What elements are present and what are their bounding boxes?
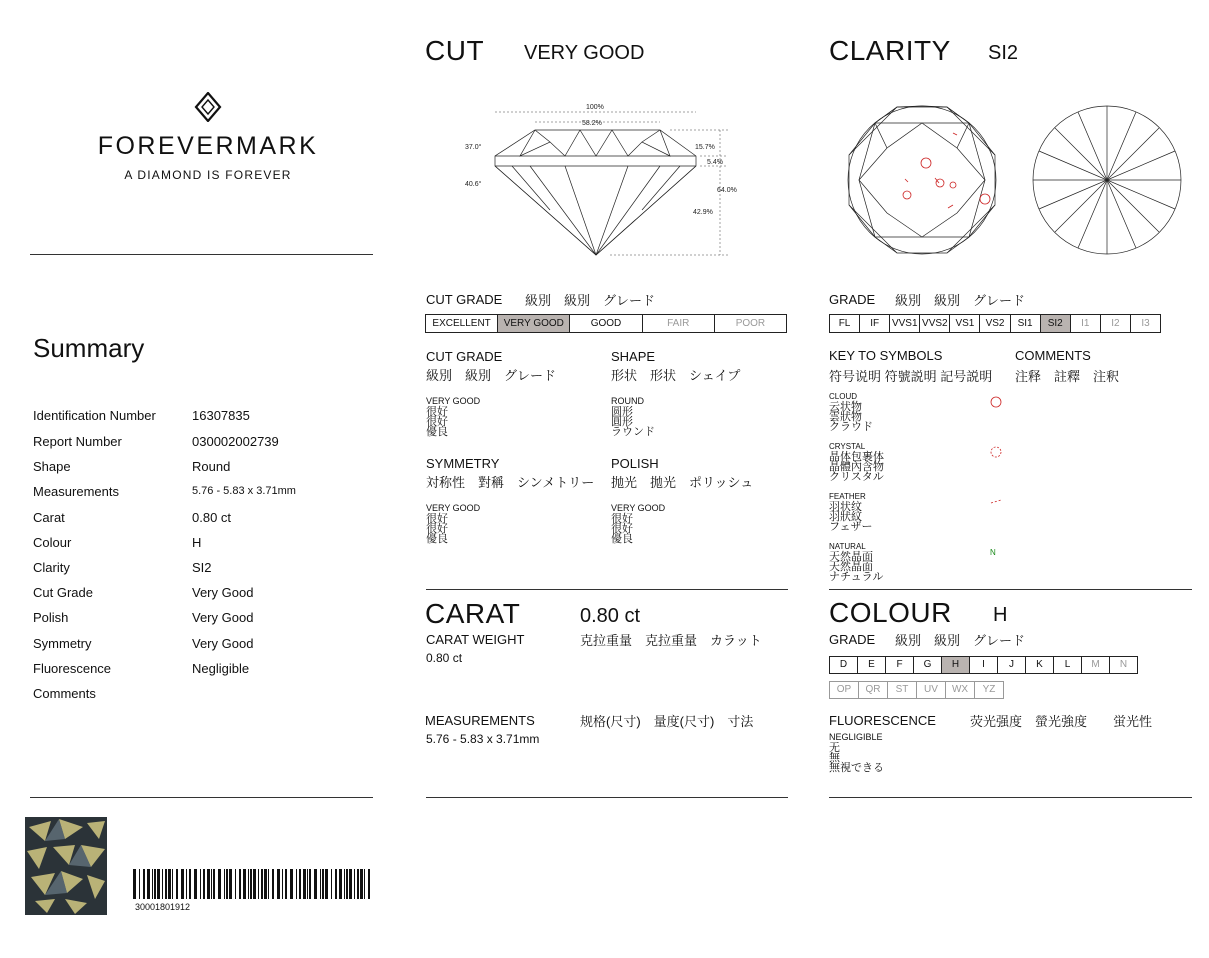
- barcode-bar: [239, 869, 241, 899]
- summary-value: 5.76 - 5.83 x 3.71mm: [192, 485, 296, 497]
- barcode-bar: [139, 869, 140, 899]
- diamond-photo-image: [25, 817, 107, 915]
- barcode-bar: [189, 869, 191, 899]
- detail-polish: [611, 456, 753, 544]
- cut-grade-scale: [425, 314, 787, 333]
- polish-line: 很好: [611, 523, 633, 535]
- colour-grade-cell: K: [1026, 657, 1054, 673]
- shape-line: 圆形: [611, 406, 633, 418]
- girdle-label: 5.4%: [707, 159, 723, 166]
- pavilion-angle-label: 40.6°: [465, 181, 482, 188]
- barcode-bar: [277, 869, 280, 899]
- colour-grade-cell: L: [1054, 657, 1082, 673]
- barcode-bar: [147, 869, 150, 899]
- polish-title: POLISH: [611, 456, 659, 471]
- shape-lines: [611, 407, 740, 437]
- symbol-name: CRYSTAL: [829, 442, 866, 451]
- summary-value: Very Good: [192, 636, 254, 651]
- barcode-bar: [200, 869, 201, 899]
- cut-grade-jp: 級別 級別 グレード: [426, 368, 557, 383]
- symbol-name: NATURAL: [829, 542, 866, 551]
- pct-100-label: 100%: [586, 104, 604, 111]
- summary-value: SI2: [192, 560, 212, 575]
- cut-grade-cell: EXCELLENT: [426, 315, 498, 332]
- barcode-bar: [143, 869, 145, 899]
- barcode-bar: [309, 869, 311, 899]
- divider: [426, 589, 788, 590]
- colour-scale-row1: [829, 656, 1138, 674]
- carat-value: 0.80 ct: [580, 605, 641, 627]
- natural-symbol-icon: [988, 545, 1008, 559]
- clarity-grade-cell: VS2: [980, 315, 1010, 332]
- barcode-bar: [186, 869, 187, 899]
- clarity-grade-cell: I2: [1101, 315, 1131, 332]
- cut-grade-jp: 級別 級別 グレード: [525, 293, 656, 308]
- barcode-bar: [368, 869, 370, 899]
- polish-lines: [611, 514, 753, 544]
- symbol-lines: [829, 552, 883, 582]
- colour-grade-cell: N: [1119, 659, 1128, 670]
- shape-value: ROUND: [611, 396, 644, 406]
- symbol-line: 天然晶面: [829, 551, 873, 563]
- clarity-title: CLARITY: [829, 35, 951, 66]
- cut-grade-line: 很好: [426, 416, 448, 428]
- crystal-symbol-icon: [988, 445, 1008, 459]
- symbol-lines: [829, 502, 872, 532]
- cut-grade-line: 很好: [426, 406, 448, 418]
- colour-title: COLOUR: [829, 597, 952, 628]
- clarity-grade-jp: 級別 級別 グレード: [895, 293, 1026, 308]
- proportions-diagram: [460, 100, 750, 260]
- summary-value: Negligible: [192, 661, 250, 676]
- crown-height-label: 15.7%: [695, 144, 715, 151]
- symbol-line: 羽状纹: [829, 501, 862, 513]
- symmetry-line: 很好: [426, 523, 448, 535]
- cut-grade-lines: [426, 407, 556, 437]
- shape-title: SHAPE: [611, 349, 656, 364]
- brand-name: FOREVERMARK: [97, 132, 319, 160]
- barcode-bar: [203, 869, 205, 899]
- clarity-plot-pavilion: [1030, 103, 1185, 258]
- divider: [30, 797, 373, 798]
- barcode-bar: [154, 869, 156, 899]
- cut-grade-title: CUT GRADE: [426, 349, 503, 364]
- brand-tagline: A DIAMOND IS FOREVER: [124, 168, 292, 182]
- clarity-grade-cell: VVS1: [890, 315, 920, 332]
- barcode-bar: [194, 869, 197, 899]
- carat-weight-jp: 克拉重量 克拉重量 カラット: [580, 633, 762, 648]
- symmetry-value: VERY GOOD: [426, 503, 481, 513]
- symbol-line: 天然晶面: [829, 561, 873, 573]
- barcode-bar: [331, 869, 332, 899]
- symbol-line: 雲狀物: [829, 411, 862, 423]
- fluorescence-value: NEGLIGIBLE: [829, 732, 883, 742]
- barcode-bar: [211, 869, 212, 899]
- summary-label: Measurements: [33, 484, 119, 499]
- clarity-grade-scale: [829, 314, 1161, 333]
- summary-label: Comments: [33, 686, 96, 701]
- cut-grade-line: 優良: [426, 426, 448, 438]
- summary-label: Polish: [33, 610, 69, 625]
- barcode-bar: [272, 869, 274, 899]
- symbol-name: CLOUD: [829, 392, 858, 401]
- fluorescence-line: 無視できる: [829, 762, 884, 774]
- symbol-line: クリスタル: [829, 471, 884, 483]
- barcode-bar: [133, 869, 136, 899]
- barcode-bar: [162, 869, 163, 899]
- fluorescence-lines: [829, 743, 884, 773]
- colour-grade-cell: J: [998, 657, 1026, 673]
- carat-weight-label: CARAT WEIGHT: [426, 632, 525, 647]
- cut-value: VERY GOOD: [524, 42, 645, 64]
- cut-grade-cell: VERY GOOD: [498, 315, 570, 332]
- fluorescence-label: FLUORESCENCE: [829, 713, 936, 728]
- barcode-bar: [168, 869, 171, 899]
- clarity-grade-cell: VS1: [950, 315, 980, 332]
- barcode-bar: [364, 869, 365, 899]
- barcode-bar: [354, 869, 355, 899]
- symbol-lines: [829, 402, 873, 432]
- measurements-label: MEASUREMENTS: [425, 713, 535, 728]
- barcode-bar: [243, 869, 246, 899]
- clarity-plot-crown: [845, 103, 1000, 258]
- barcode-bar: [218, 869, 221, 899]
- symbol-entry: [829, 542, 883, 582]
- colour-grade-cell: OP: [830, 682, 859, 698]
- symmetry-line: 很好: [426, 513, 448, 525]
- barcode-bar: [322, 869, 324, 899]
- svg-text:N: N: [990, 548, 996, 557]
- summary-value: 0.80 ct: [192, 510, 232, 525]
- barcode-bar: [320, 869, 321, 899]
- carat-weight-value: 0.80 ct: [426, 651, 463, 665]
- barcode-bar: [213, 869, 215, 899]
- symmetry-jp: 対称性 對稱 シンメトリー: [426, 475, 595, 490]
- divider: [829, 589, 1192, 590]
- crown-angle-label: 37.0°: [465, 144, 482, 151]
- barcode-bar: [152, 869, 153, 899]
- shape-line: 圓形: [611, 416, 633, 428]
- colour-grade-cell: WX: [946, 682, 975, 698]
- summary-value: Round: [192, 459, 231, 474]
- barcode-bar: [229, 869, 232, 899]
- colour-grade-cell: I: [970, 657, 998, 673]
- barcode-bar: [250, 869, 252, 899]
- summary-label: Carat: [33, 510, 65, 525]
- barcode-bar: [290, 869, 293, 899]
- clarity-grade-cell: VVS2: [920, 315, 950, 332]
- divider: [30, 254, 373, 255]
- symbol-line: 晶体包裹体: [829, 451, 884, 463]
- barcode-bar: [253, 869, 256, 899]
- summary-value: 030002002739: [192, 434, 279, 449]
- summary-value: 16307835: [192, 408, 250, 423]
- colour-scale-row2: [829, 681, 1004, 699]
- symbol-line: フェザー: [829, 521, 873, 533]
- key-to-symbols-title: KEY TO SYMBOLS: [829, 348, 943, 363]
- barcode-bar: [360, 869, 363, 899]
- clarity-grade-cell: IF: [860, 315, 890, 332]
- polish-jp: 抛光 拋光 ポリッシュ: [611, 475, 754, 490]
- barcode-bar: [339, 869, 342, 899]
- summary-label: Report Number: [33, 434, 122, 449]
- colour-grade-cell: E: [858, 657, 886, 673]
- colour-grade-jp: 級別 級別 グレード: [895, 633, 1026, 648]
- symbol-entry: [829, 492, 872, 532]
- colour-grade-cell: D: [830, 657, 858, 673]
- measurements-jp: 规格(尺寸) 量度(尺寸) 寸法: [580, 714, 754, 729]
- polish-line: 很好: [611, 513, 633, 525]
- summary-label: Identification Number: [33, 408, 156, 423]
- symbol-line: 云状物: [829, 401, 862, 413]
- fluorescence-line: 無: [829, 752, 840, 764]
- barcode-bar: [268, 869, 269, 899]
- symmetry-line: 優良: [426, 533, 448, 545]
- table-label: 58.2%: [582, 120, 602, 127]
- cloud-symbol-icon: [988, 395, 1008, 409]
- barcode-bar: [264, 869, 267, 899]
- detail-shape: [611, 349, 740, 437]
- polish-line: 優良: [611, 533, 633, 545]
- shape-jp: 形状 形状 シェイプ: [611, 368, 741, 383]
- cut-grade-value: VERY GOOD: [426, 396, 481, 406]
- barcode-bar: [226, 869, 228, 899]
- symbol-entry: [829, 392, 873, 432]
- summary-label: Shape: [33, 459, 71, 474]
- symbol-line: 羽狀紋: [829, 511, 862, 523]
- symmetry-lines: [426, 514, 594, 544]
- barcode-bar: [349, 869, 352, 899]
- detail-symmetry: [426, 456, 594, 544]
- barcode-bar: [335, 869, 337, 899]
- clarity-grade-label: GRADE: [829, 292, 876, 307]
- measurements-value: 5.76 - 5.83 x 3.71mm: [426, 732, 540, 746]
- shape-line: ラウンド: [611, 426, 655, 438]
- barcode-bar: [235, 869, 236, 899]
- summary-label: Fluorescence: [33, 661, 112, 676]
- cut-title: CUT: [425, 35, 485, 66]
- comments-jp: 注释 註釋 注釈: [1015, 369, 1120, 384]
- symmetry-title: SYMMETRY: [426, 456, 500, 471]
- cut-grade-cell: FAIR: [643, 315, 715, 332]
- barcode-bar: [165, 869, 167, 899]
- divider: [829, 797, 1192, 798]
- pavilion-depth-label: 42.9%: [693, 209, 713, 216]
- barcode-bar: [299, 869, 301, 899]
- symbol-lines: [829, 452, 884, 482]
- colour-value: H: [993, 604, 1008, 626]
- symbol-line: 晶體內含物: [829, 461, 884, 473]
- barcode-bar: [307, 869, 308, 899]
- symbol-line: クラウド: [829, 421, 873, 433]
- fluorescence-line: 无: [829, 742, 840, 754]
- barcode-bar: [285, 869, 287, 899]
- barcode-bar: [282, 869, 283, 899]
- clarity-value: SI2: [988, 42, 1019, 64]
- summary-value: Very Good: [192, 610, 254, 625]
- barcode-bar: [296, 869, 297, 899]
- barcode-bar: [303, 869, 306, 899]
- colour-grade-cell: QR: [859, 682, 888, 698]
- barcode-bar: [176, 869, 178, 899]
- barcode-bar: [344, 869, 345, 899]
- diamond-logo-icon: [193, 92, 223, 122]
- key-to-symbols-jp: 符号说明 符號説明 記号説明: [829, 369, 993, 384]
- summary-title: Summary: [33, 333, 145, 363]
- barcode-bar: [261, 869, 263, 899]
- barcode-bar: [157, 869, 160, 899]
- barcode-bar: [181, 869, 184, 899]
- barcode-image: [133, 869, 371, 899]
- summary-label: Cut Grade: [33, 585, 93, 600]
- colour-grade-label: GRADE: [829, 632, 876, 647]
- clarity-grade-cell: I3: [1141, 318, 1150, 329]
- total-depth-label: 64.0%: [717, 187, 737, 194]
- symbol-name: FEATHER: [829, 492, 866, 501]
- colour-grade-cell: M: [1082, 657, 1110, 673]
- summary-value: H: [192, 535, 202, 550]
- barcode-bar: [258, 869, 259, 899]
- fluorescence-jp: 荧光强度 螢光強度 蛍光性: [970, 714, 1153, 729]
- barcode-number: 30001801912: [135, 902, 191, 912]
- colour-grade-cell: F: [886, 657, 914, 673]
- clarity-grade-cell: FL: [830, 315, 860, 332]
- barcode-bar: [325, 869, 328, 899]
- carat-title: CARAT: [425, 598, 521, 629]
- feather-symbol-icon: [988, 495, 1008, 509]
- clarity-grade-cell: SI1: [1011, 315, 1041, 332]
- colour-grade-cell: ST: [888, 682, 917, 698]
- colour-grade-cell: G: [914, 657, 942, 673]
- cut-grade-cell: GOOD: [570, 315, 642, 332]
- symbol-entry: [829, 442, 884, 482]
- summary-label: Colour: [33, 535, 72, 550]
- colour-grade-cell: YZ: [982, 684, 996, 695]
- comments-title: COMMENTS: [1015, 348, 1091, 363]
- barcode-bar: [172, 869, 173, 899]
- summary-label: Clarity: [33, 560, 70, 575]
- divider: [426, 797, 788, 798]
- summary-value: Very Good: [192, 585, 254, 600]
- barcode-bar: [224, 869, 225, 899]
- clarity-grade-cell: SI2: [1041, 315, 1071, 332]
- barcode-bar: [346, 869, 348, 899]
- symbol-line: ナチュラル: [829, 571, 884, 583]
- barcode-bar: [248, 869, 249, 899]
- colour-grade-cell: UV: [917, 682, 946, 698]
- clarity-grade-cell: I1: [1071, 315, 1101, 332]
- summary-label: Symmetry: [33, 636, 92, 651]
- polish-value: VERY GOOD: [611, 503, 666, 513]
- barcode-bar: [357, 869, 359, 899]
- cut-grade-label: CUT GRADE: [426, 292, 503, 307]
- detail-cut-grade: [426, 349, 556, 437]
- barcode-bar: [314, 869, 317, 899]
- barcode-bar: [207, 869, 210, 899]
- cut-grade-cell: POOR: [735, 318, 766, 329]
- colour-grade-cell: H: [942, 657, 970, 673]
